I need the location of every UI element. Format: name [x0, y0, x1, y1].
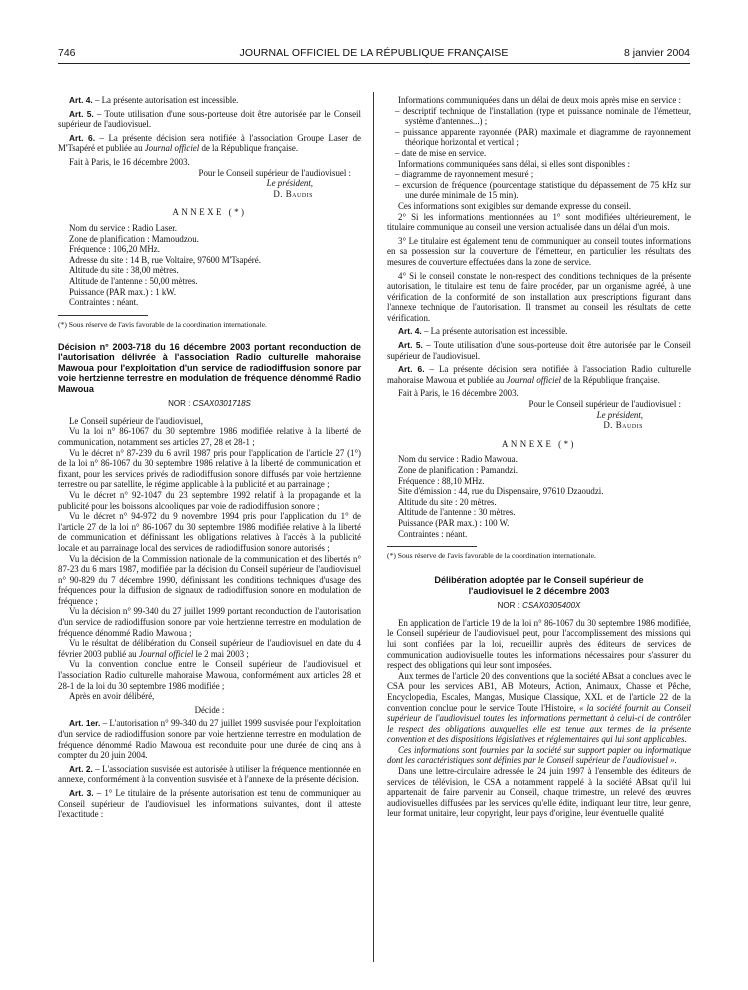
page-number: 746 — [58, 47, 76, 59]
annexe-heading: ANNEXE (*) — [501, 438, 577, 449]
signature-block: Pour le Conseil supérieur de l'audiovisuel : — [198, 167, 351, 178]
service-line: Adresse du site : 14 B, rue Voltaire, 97600 M'Tsapéré. — [69, 254, 261, 265]
fait-a-paris: Fait à Paris, le 16 décembre 2003. — [69, 156, 190, 167]
list-item: – diagramme de rayonnement mesuré ; — [395, 169, 534, 180]
decision-title: Décision n° 2003-718 du 16 décembre 2003 portant reconduction de l'autorisation délivrée à l'association Radio culturelle mahoraise Mawoua pour l'exploitation d'un service de radiodiffusion sonore par voie hertzienne terrestre en modulation de fréquence dénommé Radio Mawoua — [58, 341, 361, 394]
paragraph: Aux termes de l'article 20 des conventions que la société ABsat a conclues avec le CSA pour les services AB1, AB Moteurs, Action, Animaux, Chasse et Pêche, Encyclopedia, Escales, Mangas, Musique Classique, XXL et de l'article 22 de la convention conclue pour le service Toute l'Histoire, « la société fournit au Conseil supérieur de l'audiovisuel toutes les informations permettant à celui-ci de contrôler le respect des obligations auxquelles elle est tenue aux termes de la présente convention et des dispositions législatives et réglementaires qui lui sont applicables. — [387, 670, 692, 745]
service-line: Altitude du site : 20 mètres. — [398, 496, 497, 507]
service-line: Puissance (PAR max.) : 1 kW. — [69, 286, 177, 297]
article-6: Art. 6. – La présente décision sera notifiée à l'association Radio culturelle mahoraise Mawoua et publiée au Journal officiel de la République française. — [387, 364, 691, 385]
service-line: Altitude de l'antenne : 50,00 mètres. — [69, 275, 198, 286]
left-column — [58, 95, 361, 820]
paragraph: Vu la décision n° 99-340 du 27 juillet 1999 portant reconduction de l'autorisation d'un service de radiodiffusion sonore par voie hertzienne terrestre en modulation de fréquence dénommé Radio Mawoua ; — [58, 606, 361, 638]
footnote-rule — [58, 315, 148, 316]
article-5: Art. 5. – Toute utilisation d'une sous-porteuse doit être autorisée par le Conseil supérieur de l'audiovisuel. — [58, 108, 361, 130]
paragraph: Ces informations sont exigibles sur demande expresse du conseil. — [398, 200, 631, 211]
footnote-rule — [387, 546, 477, 547]
service-line: Altitude du site : 38,00 mètres. — [69, 265, 179, 276]
service-line: Fréquence : 106,20 MHz. — [69, 244, 160, 255]
signatory: D. Baudis — [273, 188, 313, 199]
list-item: – puissance apparente rayonnée (PAR) maximale et diagramme de rayonnement théorique horizontal et vertical ; — [395, 126, 691, 148]
article-2: Art. 2. – L'association susvisée est autorisée à utiliser la fréquence mentionnée en annexe, conformément à la convention susvisée et à l'annexe de la présente décision. — [58, 763, 361, 785]
article-5: Art. 5. – Toute utilisation d'une sous-porteuse doit être autorisée par le Conseil supérieur de l'audiovisuel. — [387, 340, 691, 361]
nor-reference: NOR : CSAX0301718S — [168, 399, 251, 409]
deliberation-title: Délibération adoptée par le Conseil supérieur de l'audiovisuel le 2 décembre 2003 — [434, 575, 644, 596]
footnote: (*) Sous réserve de l'avis favorable de la coordination internationale. — [387, 551, 596, 561]
header-rule — [58, 63, 690, 64]
list-item: – date de mise en service. — [395, 147, 487, 158]
service-line: Contraintes : néant. — [398, 528, 468, 539]
right-column — [387, 95, 691, 819]
column-divider — [373, 92, 374, 962]
paragraph: Dans une lettre-circulaire adressée le 24 juin 1997 à l'ensemble des éditeurs de services de télévision, le CSA a notamment rappelé à la société ABsat qu'il lui appartenait de faire parvenir au Conseil, chaque trimestre, un relevé des œuvres audiovisuelles diffusées par les services qu'elle édite, indiquant leur titre, leur genre, leur format unitaire, leur copyright, leur pays d'origine, leur éventuelle qualité — [387, 766, 691, 819]
list-item: – descriptif technique de l'installation (type et puissance nominale de l'émetteur, système d'antennes...) ; — [395, 105, 691, 127]
paragraph: Ces informations sont fournies par la société sur support papier ou informatique dont les caractéristiques sont définies par le Conseil supérieur de l'audiovisuel ». — [387, 744, 691, 766]
article-4: Art. 4. – La présente autorisation est incessible. — [398, 326, 568, 337]
journal-title: JOURNAL OFFICIEL DE LA RÉPUBLIQUE FRANÇAISE — [239, 47, 509, 59]
paragraph: Vu la décision de la Commission nationale de la communication et des libertés n° 87-23 du 6 mars 1987, modifiée par la décision du Conseil supérieur de l'audiovisuel n° 90-829 du 7 décembre 1990, définissant les conditions techniques d'usage des fréquences pour la diffusion de signaux de radiodiffusion sonore en modulation de fréquence ; — [58, 553, 361, 606]
paragraph: 2° Si les informations mentionnées au 1° sont modifiées ultérieurement, le titulaire communique au conseil une version actualisée dans un délai d'un mois. — [387, 211, 691, 233]
paragraph: Vu la convention conclue entre le Conseil supérieur de l'audiovisuel et l'association Radio culturelle mahoraise Mawoua, conformément aux articles 28 et 28-1 de la loi du 30 septembre 1986 modifiée ; — [58, 659, 361, 691]
service-line: Puissance (PAR max.) : 100 W. — [398, 517, 510, 528]
paragraph: Informations communiquées dans un délai de deux mois après mise en service : — [398, 95, 681, 105]
signatory: D. Baudis — [603, 420, 643, 431]
paragraph: Vu la loi n° 86-1067 du 30 septembre 1986 modifiée relative à la liberté de communication, notamment ses articles 27, 28 et 28-1 ; — [58, 426, 361, 447]
issue-date: 8 janvier 2004 — [624, 47, 690, 59]
service-line: Zone de planification : Mamoudzou. — [69, 233, 199, 244]
article-1: Art. 1er. – L'autorisation n° 99-340 du 27 juillet 1999 susvisée pour l'exploitation d'un service de radiodiffusion sonore par voie hertzienne terrestre en modulation de fréquence dénommé Radio Mawoua est reconduite pour une durée de cinq ans à compter du 20 juin 2004. — [58, 718, 361, 761]
service-line: Contraintes : néant. — [69, 297, 139, 308]
service-line: Fréquence : 88,10 MHz. — [398, 475, 485, 486]
nor-reference: NOR : CSAX0305400X — [497, 601, 581, 611]
paragraph: Vu le décret n° 94-972 du 9 novembre 1994 pris pour l'application du 1° de l'article 27 de la loi n° 86-1067 du 30 septembre 1986 modifiée relative à la liberté de communication et définissant les obligations relatives à l'accès à la publicité locale et au parrainage local des services de radiodiffusion sonore autorisés ; — [58, 511, 361, 553]
service-line: Nom du service : Radio Laser. — [69, 222, 177, 233]
paragraph: Informations communiquées sans délai, si elles sont disponibles : — [398, 158, 630, 169]
page-header — [58, 47, 690, 63]
list-item: – excursion de fréquence (pourcentage statistique du dépassement de 75 kHz sur une durée minimale de 15 min). — [395, 179, 691, 201]
paragraph: Vu le résultat de délibération du Conseil supérieur de l'audiovisuel en date du 4 février 2003 publié au Journal officiel le 2 mai 2003 ; — [58, 638, 361, 659]
article-3: Art. 3. – 1° Le titulaire de la présente autorisation est tenu de communiquer au Conseil supérieur de l'audiovisuel les informations suivantes, dont il atteste l'exactitude : — [58, 787, 361, 820]
service-details — [387, 454, 691, 539]
paragraph: Vu le décret n° 92-1047 du 23 septembre 1992 relatif à la propagande et la publicité pour les boissons alcooliques par voie de radiodiffusion sonore ; — [58, 489, 361, 511]
president-line: Le président, — [596, 409, 643, 420]
fait-a-paris: Fait à Paris, le 16 décembre 2003. — [398, 388, 519, 399]
paragraph: 3° Le titulaire est également tenu de communiquer au conseil toutes informations en sa possession sur la couverture de l'émetteur, en particulier les résultats des mesures de couverture effectuées dans la zone de service. — [387, 235, 691, 267]
paragraph: En application de l'article 19 de la loi n° 86-1067 du 30 septembre 1986 modifiée, le Conseil supérieur de l'audiovisuel peut, pour l'accomplissement des missions qui lui sont confiées par la loi, recueillir auprès des éditeurs de services de communication audiovisuelle toutes les informations nécessaires pour s'assurer du respect des obligations qui leur sont imposées. — [387, 617, 691, 671]
paragraph: 4° Si le conseil constate le non-respect des conditions techniques de la présente autorisation, le titulaire est tenu de faire procéder, par un organisme agréé, à une vérification de la conformité de son installation aux prescriptions figurant dans l'annexe technique de l'autorisation. Il transmet au conseil les résultats de cette vérification. — [387, 270, 691, 323]
article-6: Art. 6. – La présente décision sera notifiée à l'association Groupe Laser de M'Tsapéré et publiée au Journal officiel de la République française. — [58, 132, 361, 154]
service-details — [58, 223, 361, 308]
paragraph: Après en avoir délibéré, — [69, 691, 155, 702]
paragraph: Vu le décret n° 87-239 du 6 avril 1987 pris pour l'application de l'article 27 (1°) de la loi n° 86-1067 du 30 septembre 1986 relative à la liberté de communication et fixant, pour les services privés de radiodiffusion sonore diffusés par voie hertzienne terrestre ou par satellite, le régime applicable à la publicité et au parrainage ; — [58, 447, 361, 490]
decide-heading: Décide : — [194, 704, 225, 715]
service-line: Altitude de l'antenne : 30 mètres. — [398, 507, 516, 518]
signature-block: Pour le Conseil supérieur de l'audiovisuel : — [528, 399, 681, 410]
annexe-heading: ANNEXE (*) — [172, 207, 247, 218]
service-line: Site d'émission : 44, rue du Dispensaire, 97610 Dzaoudzi. — [398, 486, 604, 497]
service-line: Zone de planification : Pamandzi. — [398, 465, 519, 475]
footnote: (*) Sous réserve de l'avis favorable de la coordination internationale. — [58, 319, 267, 329]
president-line: Le président, — [266, 178, 313, 189]
paragraph: Le Conseil supérieur de l'audiovisuel, — [69, 415, 203, 426]
service-line: Nom du service : Radio Mawoua. — [398, 454, 518, 465]
article-4: Art. 4. – La présente autorisation est incessible. — [69, 95, 239, 105]
